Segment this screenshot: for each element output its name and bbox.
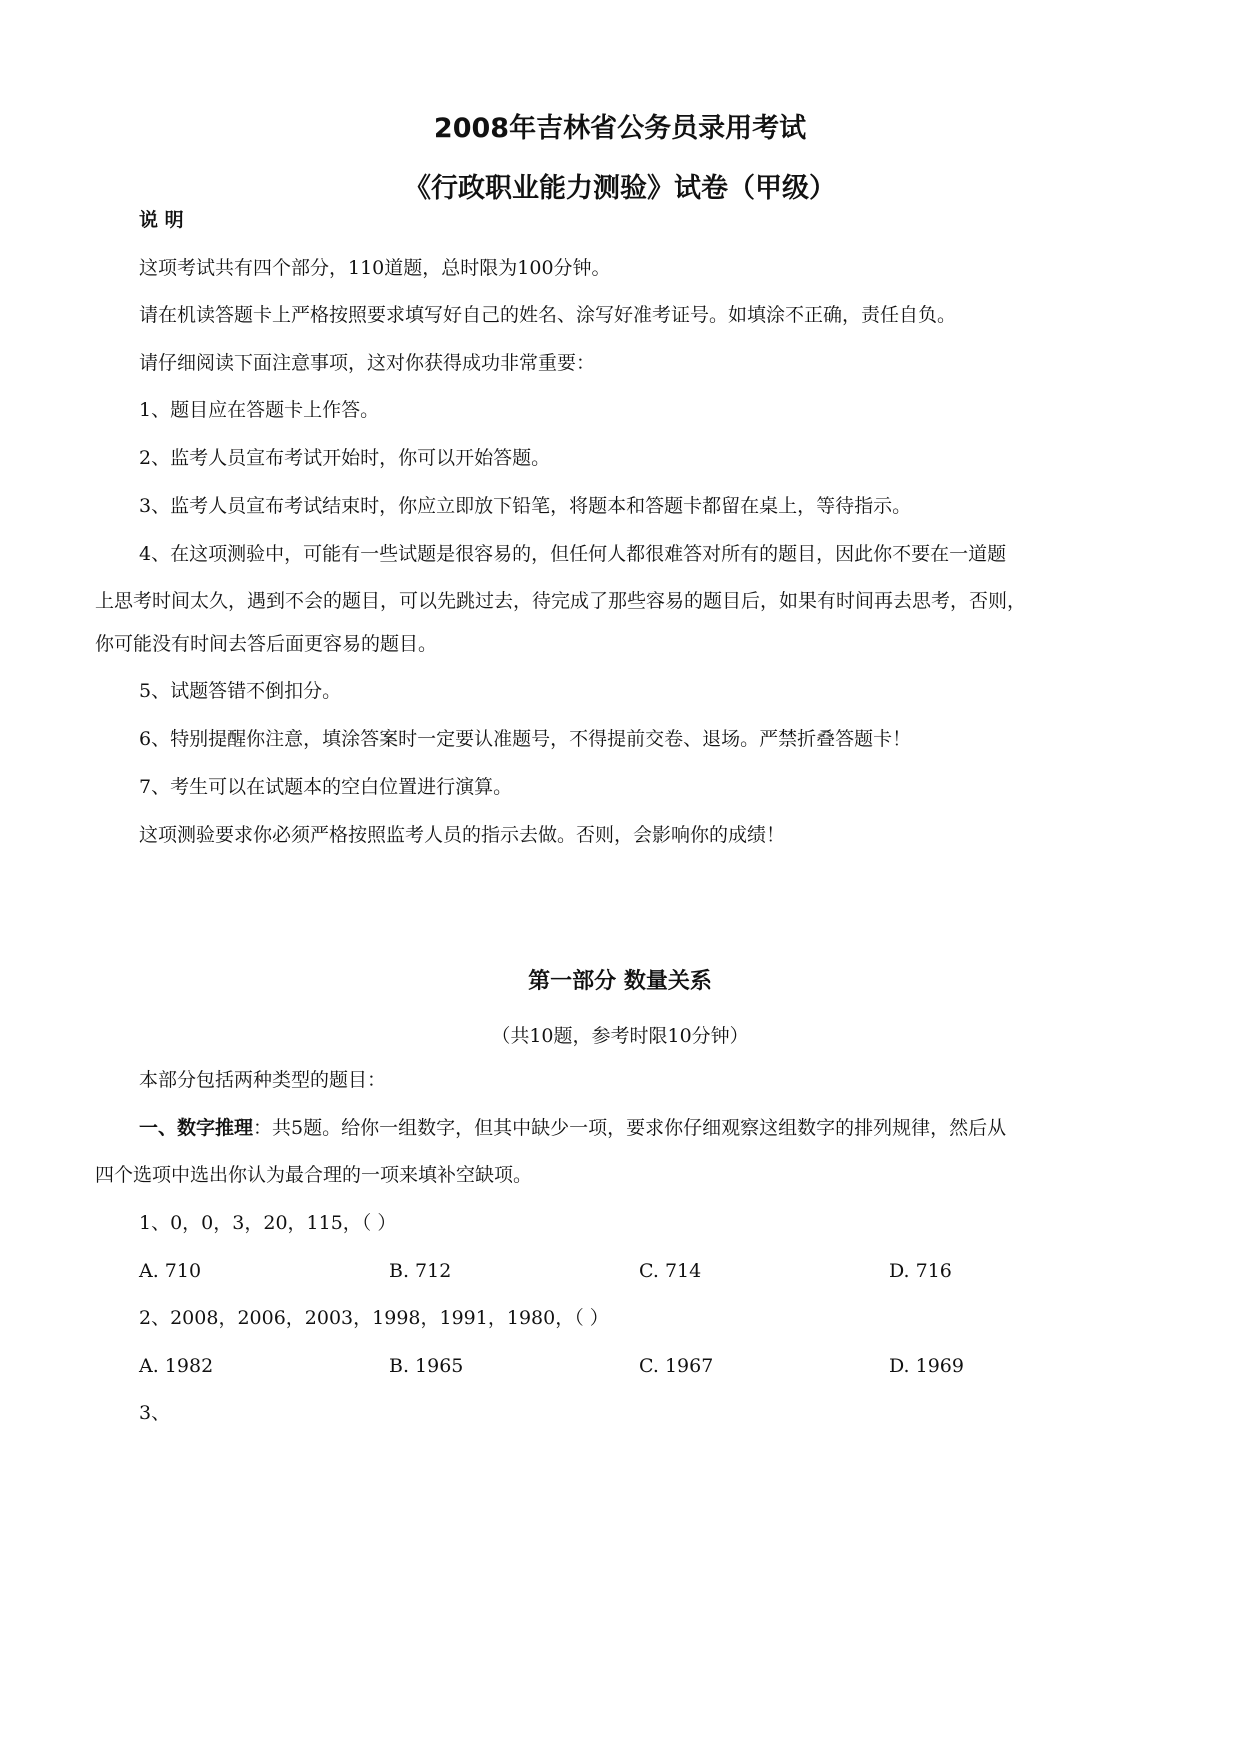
question-1-stem: 1、0，0，3，20，115，（ ） [139,1212,397,1234]
question-2-stem: 2、2008，2006，2003，1998，1991，1980，（ ） [139,1307,609,1329]
question-3-stem: 3、 [139,1402,171,1424]
part1-title: 第一部分 数量关系 [528,969,712,994]
instruction-item-4-line3: 你可能没有时间去答后面更容易的题目。 [95,633,438,655]
exam-title-line2: 《行政职业能力测验》试卷（甲级） [404,173,836,204]
question-1-option-a: A. 710 [139,1260,202,1282]
type1-description-line1 [139,1116,1006,1140]
question-2-option-a: A. 1982 [139,1355,214,1377]
instruction-item-1: 1、题目应在答题卡上作答。 [139,399,380,421]
exam-title-line1: 2008年吉林省公务员录用考试 [433,113,807,144]
question-1-option-b: B. 712 [389,1260,452,1282]
instruction-item-5: 5、试题答错不倒扣分。 [139,680,342,702]
part1-intro: 本部分包括两种类型的题目： [139,1069,387,1091]
instruction-item-3: 3、监考人员宣布考试结束时，你应立即放下铅笔，将题本和答题卡都留在桌上，等待指示。 [139,495,912,517]
instruction-item-4-line2: 上思考时间太久，遇到不会的题目，可以先跳过去，待完成了那些容易的题目后，如果有时间再去思考，否则， [95,590,1027,612]
instructions-closing: 这项测验要求你必须严格按照监考人员的指示去做。否则，会影响你的成绩！ [139,824,786,846]
instructions-fill-card: 请在机读答题卡上严格按照要求填写好自己的姓名、涂写好准考证号。如填涂不正确，责任自负。 [139,304,957,326]
question-2-option-b: B. 1965 [389,1355,464,1377]
question-2-option-d: D. 1969 [889,1355,964,1377]
instructions-heading: 说 明 [139,209,184,231]
type1-description-line2: 四个选项中选出你认为最合理的一项来填补空缺项。 [95,1164,533,1186]
question-1-option-d: D. 716 [889,1260,952,1282]
type1-lead: 一、数字推理 [139,1117,254,1139]
instructions-intro: 这项考试共有四个部分，110道题，总时限为100分钟。 [139,257,611,279]
question-1-option-c: C. 714 [639,1260,702,1282]
instructions-read-notes: 请仔细阅读下面注意事项，这对你获得成功非常重要： [139,352,596,374]
type1-text-line1: ：共5题。给你一组数字，但其中缺少一项，要求你仔细观察这组数字的排列规律，然后从 [253,1117,1007,1139]
instruction-item-6: 6、特别提醒你注意，填涂答案时一定要认准题号，不得提前交卷、退场。严禁折叠答题卡！ [139,728,912,750]
instruction-item-2: 2、监考人员宣布考试开始时，你可以开始答题。 [139,447,551,469]
part1-note: （共10题，参考时限10分钟） [491,1025,749,1047]
instruction-item-4-line1: 4、在这项测验中，可能有一些试题是很容易的，但任何人都很难答对所有的题目，因此你不要在一道题 [139,543,1007,565]
question-2-option-c: C. 1967 [639,1355,714,1377]
instruction-item-7: 7、考生可以在试题本的空白位置进行演算。 [139,776,513,798]
